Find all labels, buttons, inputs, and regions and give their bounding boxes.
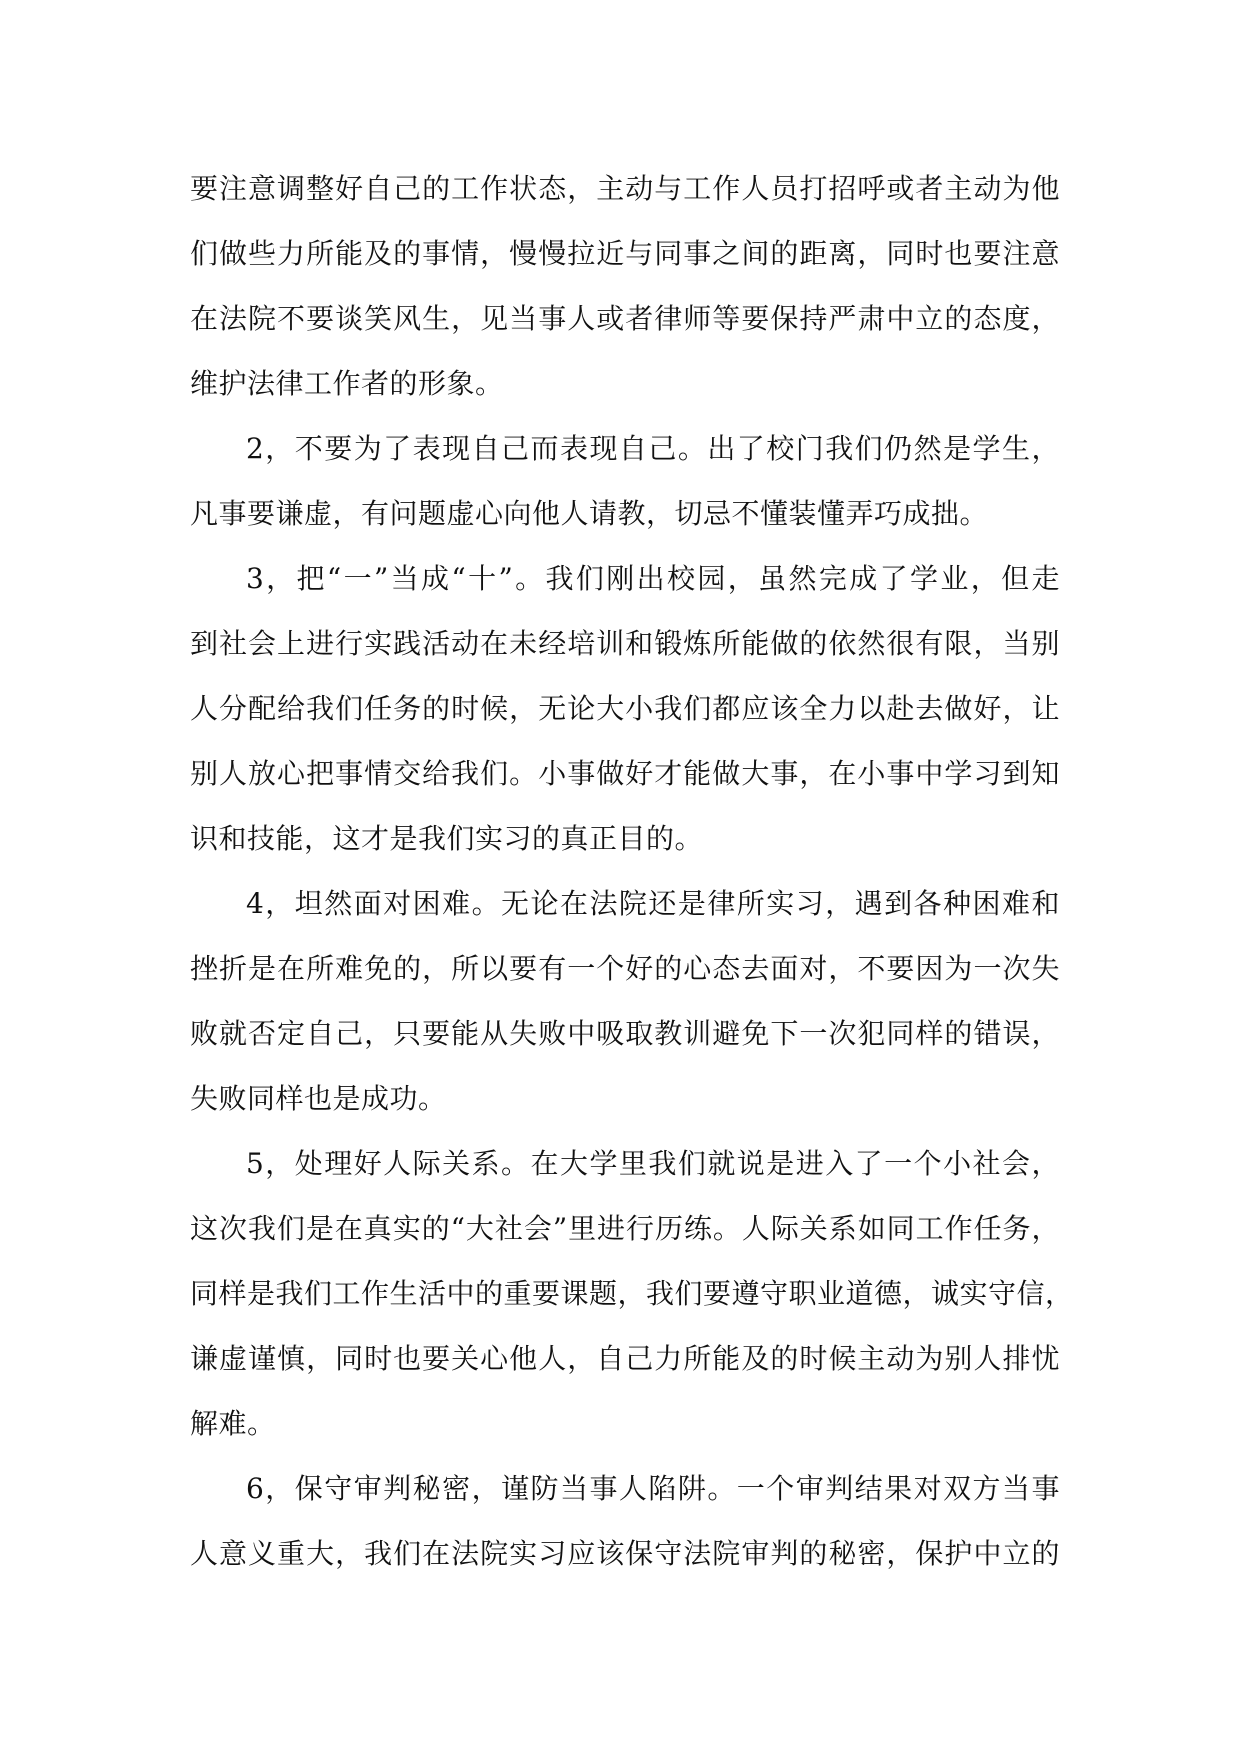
text-line: 要注意调整好自己的工作状态，主动与工作人员打招呼或者主动为他 bbox=[190, 172, 1060, 205]
text-line: 挫折是在所难免的，所以要有一个好的心态去面对，不要因为一次失 bbox=[190, 952, 1060, 985]
paragraph-start-line: 3，把“一”当成“十”。我们刚出校园，虽然完成了学业，但走 bbox=[246, 562, 1060, 595]
text-line: 在法院不要谈笑风生，见当事人或者律师等要保持严肃中立的态度， bbox=[190, 302, 1060, 335]
text-line: 同样是我们工作生活中的重要课题，我们要遵守职业道德，诚实守信， bbox=[190, 1277, 1074, 1310]
text-line: 解难。 bbox=[190, 1407, 276, 1440]
text-line: 失败同样也是成功。 bbox=[190, 1082, 447, 1115]
paragraph-start-line: 2，不要为了表现自己而表现自己。出了校门我们仍然是学生， bbox=[246, 432, 1060, 465]
text-line: 人意义重大，我们在法院实习应该保守法院审判的秘密，保护中立的 bbox=[190, 1537, 1060, 1570]
body-text bbox=[190, 156, 1074, 1586]
text-line: 们做些力所能及的事情，慢慢拉近与同事之间的距离，同时也要注意 bbox=[190, 237, 1060, 270]
text-line: 到社会上进行实践活动在未经培训和锻炼所能做的依然很有限，当别 bbox=[190, 627, 1060, 660]
paragraph-start-line: 4，坦然面对困难。无论在法院还是律所实习，遇到各种困难和 bbox=[246, 887, 1060, 920]
text-line: 识和技能，这才是我们实习的真正目的。 bbox=[190, 822, 704, 855]
text-line: 别人放心把事情交给我们。小事做好才能做大事，在小事中学习到知 bbox=[190, 757, 1060, 790]
text-line: 谦虚谨慎，同时也要关心他人，自己力所能及的时候主动为别人排忧 bbox=[190, 1342, 1060, 1375]
paragraph-start-line: 6，保守审判秘密，谨防当事人陷阱。一个审判结果对双方当事 bbox=[246, 1472, 1060, 1505]
paragraph-start-line: 5，处理好人际关系。在大学里我们就说是进入了一个小社会， bbox=[246, 1147, 1060, 1180]
text-line: 人分配给我们任务的时候，无论大小我们都应该全力以赴去做好，让 bbox=[190, 692, 1060, 725]
text-line: 凡事要谦虚，有问题虚心向他人请教，切忌不懂装懂弄巧成拙。 bbox=[190, 497, 989, 530]
text-line: 败就否定自己，只要能从失败中吸取教训避免下一次犯同样的错误， bbox=[190, 1017, 1060, 1050]
text-line: 维护法律工作者的形象。 bbox=[190, 367, 504, 400]
text-line: 这次我们是在真实的“大社会”里进行历练。人际关系如同工作任务， bbox=[190, 1212, 1060, 1245]
